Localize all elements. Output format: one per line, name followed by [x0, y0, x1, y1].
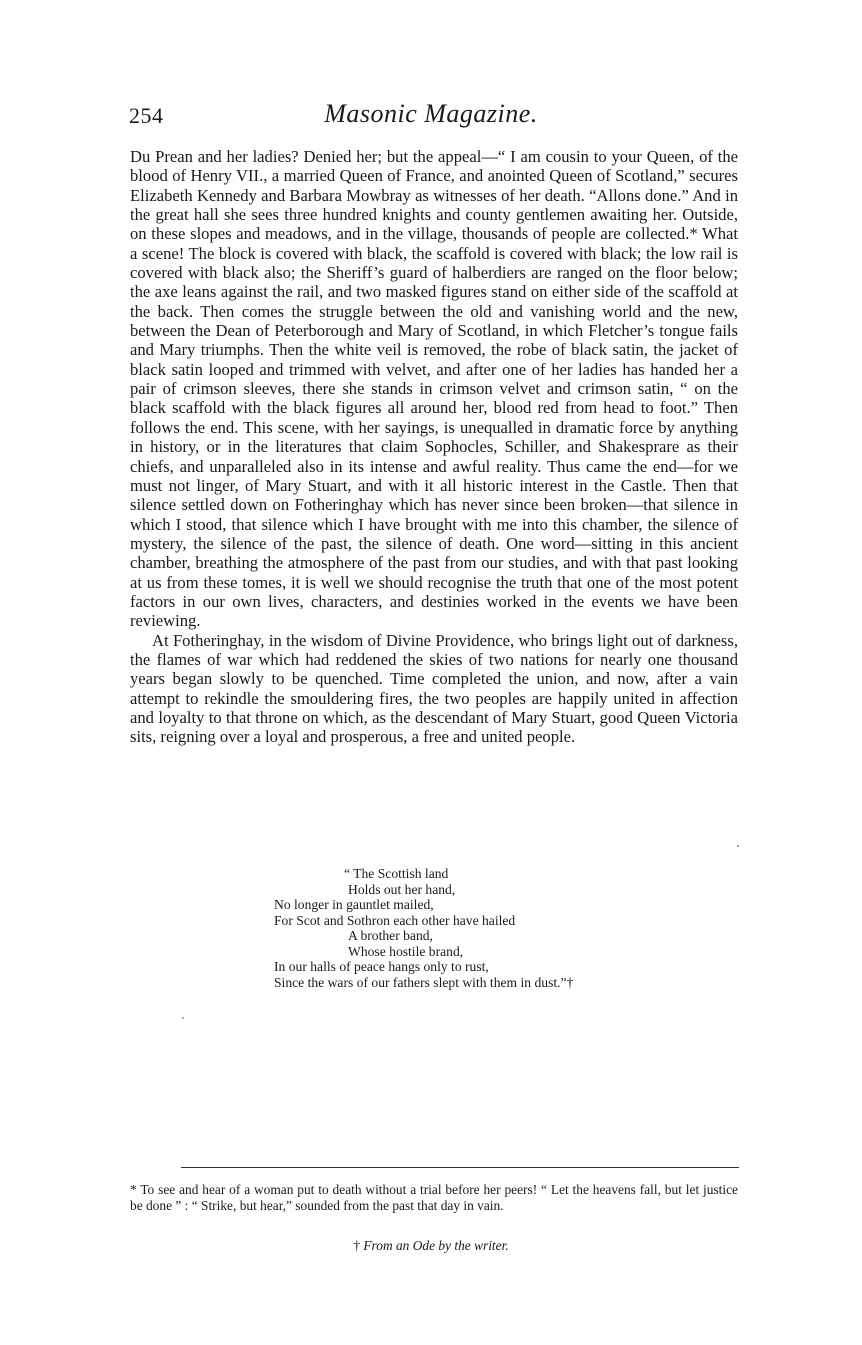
running-head: Masonic Magazine.: [324, 99, 538, 128]
paragraph-2: At Fotheringhay, in the wisdom of Divine Providence, who brings light out of darkness, the flames of war which had reddened the skies of two nations for nearly one thousand years began slowly to be quenched. Time completed the union, and now, after a vain attempt to rekindle the smouldering fires, the two peoples are happily united in affection and loyalty to that throne on which, as the descendant of Mary Stuart, good Queen Victoria sits, reigning over a loyal and prosperous, a free and united people.: [130, 630, 738, 747]
paragraph-1: Du Prean and her ladies? Denied her; but the appeal—“ I am cousin to your Queen, of the blood of Henry VII., a married Queen of France, and anointed Queen of Scotland,” secures Elizabeth Kennedy and Barbara Mowbray as witnesses of her death. “Allons done.” And in the great hall she sees three hundred knights and county gentlemen awaiting her. Outside, on these slopes and meadows, and in the village, thousands of people are collected.* What a scene! The block is covered with black, the scaffold is covered with black; the low rail is covered with black also; the Sheriff’s guard of halberdiers are ranged on the floor below; the axe leans against the rail, and two masked figures stand on either side of the scaffold at the back. Then comes the struggle between the old and vanishing world and the new, between the Dean of Peterborough and Mary of Scotland, in which Fletcher’s tongue fails and Mary triumphs. Then the white veil is removed, the robe of black satin, the jacket of black satin looped and trimmed with velvet, and after one of her ladies has handed her a pair of crimson sleeves, there she stands in crimson velvet and crimson satin, “ on the black scaffold with the black figures all around her, blood red from head to foot.” Then follows the end. This scene, with her sayings, is unequalled in dramatic force by anything in history, or in the literatures that claim Sophocles, Schiller, and Shakesprare as their chiefs, and unparalleled also in its intense and awful reality. Thus came the end—for we must not linger, of Mary Stuart, and with it all historic interest in the Castle. Then that silence settled down on Fotheringhay which has never since been broken—that silence in which I stood, that silence which I have brought with me into this chamber, the silence of mystery, the silence of the past, the silence of death. One word—sitting in this ancient chamber, breathing the atmosphere of the past from our studies, and with that past looking at us from these tomes, it is well we should recognise the truth that one of the most potent factors in our own lives, characters, and destinies worked in the events we have been reviewing.: [130, 147, 738, 631]
page-number: 254: [129, 103, 164, 128]
footnote-rule: [181, 1167, 739, 1168]
print-speck: [737, 845, 739, 847]
poem-line: A brother band,: [348, 928, 433, 943]
poem-line: No longer in gauntlet mailed,: [274, 897, 434, 912]
poem: [274, 866, 573, 990]
poem-line: For Scot and Sothron each other have hailed: [274, 912, 516, 928]
footnote-dagger: [0, 1238, 862, 1254]
print-speck: [182, 1017, 184, 1019]
dagger-mark: †: [353, 1238, 361, 1253]
body-text: [130, 147, 738, 747]
poem-line: Since the wars of our fathers slept with them in dust.”†: [274, 974, 574, 990]
footnote-star: * To see and hear of a woman put to death without a trial before her peers! “ Let the heavens fall, but let justice be done ” : “ Strike, but hear,” sounded from the past that day in vain.: [130, 1182, 738, 1213]
footnote-dagger-text: From an Ode by the writer.: [363, 1238, 509, 1253]
poem-line: In our halls of peace hangs only to rust,: [274, 959, 489, 974]
poem-line: “ The Scottish land: [344, 866, 449, 881]
poem-line: Whose hostile brand,: [348, 943, 464, 959]
poem-line: Holds out her hand,: [348, 881, 456, 897]
